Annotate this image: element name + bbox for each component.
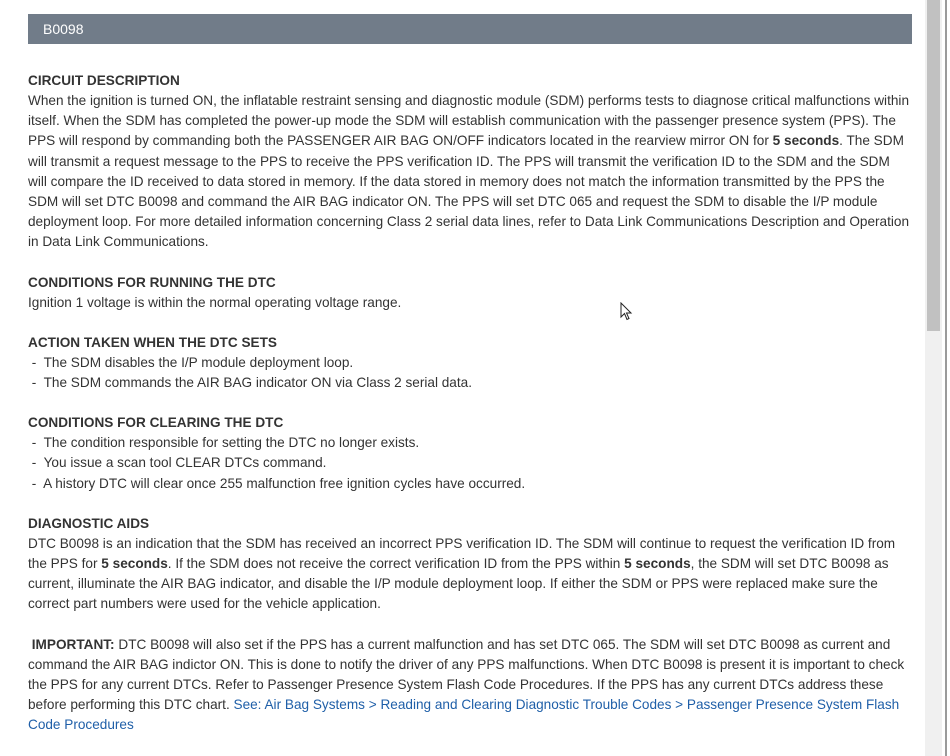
section-heading: ACTION TAKEN WHEN THE DTC SETS [28,334,277,350]
dtc-title-bar: B0098 [28,14,912,44]
flash-code-procedures-link[interactable]: See: Air Bag Systems > Reading and Clearing Diagnostic Trouble Codes > Passenger Presence System Flash Code Procedures [28,697,900,733]
window-border [945,0,947,756]
important-label: IMPORTANT: [28,636,115,652]
scrollbar-thumb[interactable] [927,0,940,331]
list-item: - The SDM commands the AIR BAG indicator ON via Class 2 serial data. [28,375,472,391]
section-text [28,534,912,615]
section-text [28,91,912,253]
important-note [28,635,912,736]
section-heading: DIAGNOSTIC AIDS [28,515,150,531]
document [28,14,912,736]
section-heading: CONDITIONS FOR CLEARING THE DTC [28,415,284,431]
action-taken-section [28,333,912,393]
text: . If the SDM does not receive the correct verification ID from the PPS within [167,556,625,572]
list-item: - The SDM disables the I/P module deployment loop. [28,354,354,370]
diagnostic-aids-section [28,514,912,615]
conditions-clearing-section [28,413,912,494]
list-item: - The condition responsible for setting the DTC no longer exists. [28,435,420,451]
text: , the SDM will set DTC B0098 as current, illuminate the AIR BAG indicator, and disable the I/P module deployment loop. If either the SDM or PPS were replaced make sure the correct part numbers were used for the vehicle application. [28,556,889,612]
section-heading: CIRCUIT DESCRIPTION [28,73,180,88]
mouse-cursor-icon [620,302,634,322]
text: When the ignition is turned ON, the inflatable restraint sensing and diagnostic module (SDM) performs tests to diagnose critical malfunctions within itself. When the SDM has completed the power-up mode the SDM will establish communication with the passenger presence system (PPS). The PPS will respond by commanding both the PASSENGER AIR BAG ON/OFF indicators located in the rearview mirror ON for [28,93,909,149]
circuit-description-section [28,71,912,253]
vertical-scrollbar[interactable] [925,0,942,756]
list-item: - You issue a scan tool CLEAR DTCs command. [28,455,327,471]
text: DTC B0098 will also set if the PPS has a current malfunction and has set DTC 065. The SDM will set DTC B0098 as current and command the AIR BAG indictor ON. This is done to notify the driver of any PPS malfunctions. When DTC B0098 is present it is important to check the PPS for any current DTCs. Refer to Passenger Presence System Flash Code Procedures. If the PPS has any current DTCs address these before performing this DTC chart. [28,636,905,713]
bold-text: 5 seconds [772,133,840,149]
text: DTC B0098 is an indication that the SDM has received an incorrect PPS verification ID. The SDM will continue to request the verification ID from the PPS for [28,535,896,572]
section-text: Ignition 1 voltage is within the normal operating voltage range. [28,294,402,310]
bold-text: 5 seconds [624,556,691,572]
conditions-running-section [28,273,912,313]
text: . The SDM will transmit a request message to the PPS to receive the PPS verification ID. The PPS will transmit the verification ID to the SDM and the SDM will compare the ID received to data stored in memory. If the data stored in memory does not match the information transmitted by the PPS the SDM will set DTC B0098 and command the AIR BAG indicator ON. The PPS will set DTC 065 and request the SDM to disable the I/P module deployment loop. For more detailed information concerning Class 2 serial data lines, refer to Data Link Communications Description and Operation in Data Link Communications. [28,133,910,250]
section-text [28,635,912,736]
list-item: - A history DTC will clear once 255 malfunction free ignition cycles have occurred. [28,475,526,491]
section-heading: CONDITIONS FOR RUNNING THE DTC [28,274,276,290]
bold-text: 5 seconds [101,556,168,572]
